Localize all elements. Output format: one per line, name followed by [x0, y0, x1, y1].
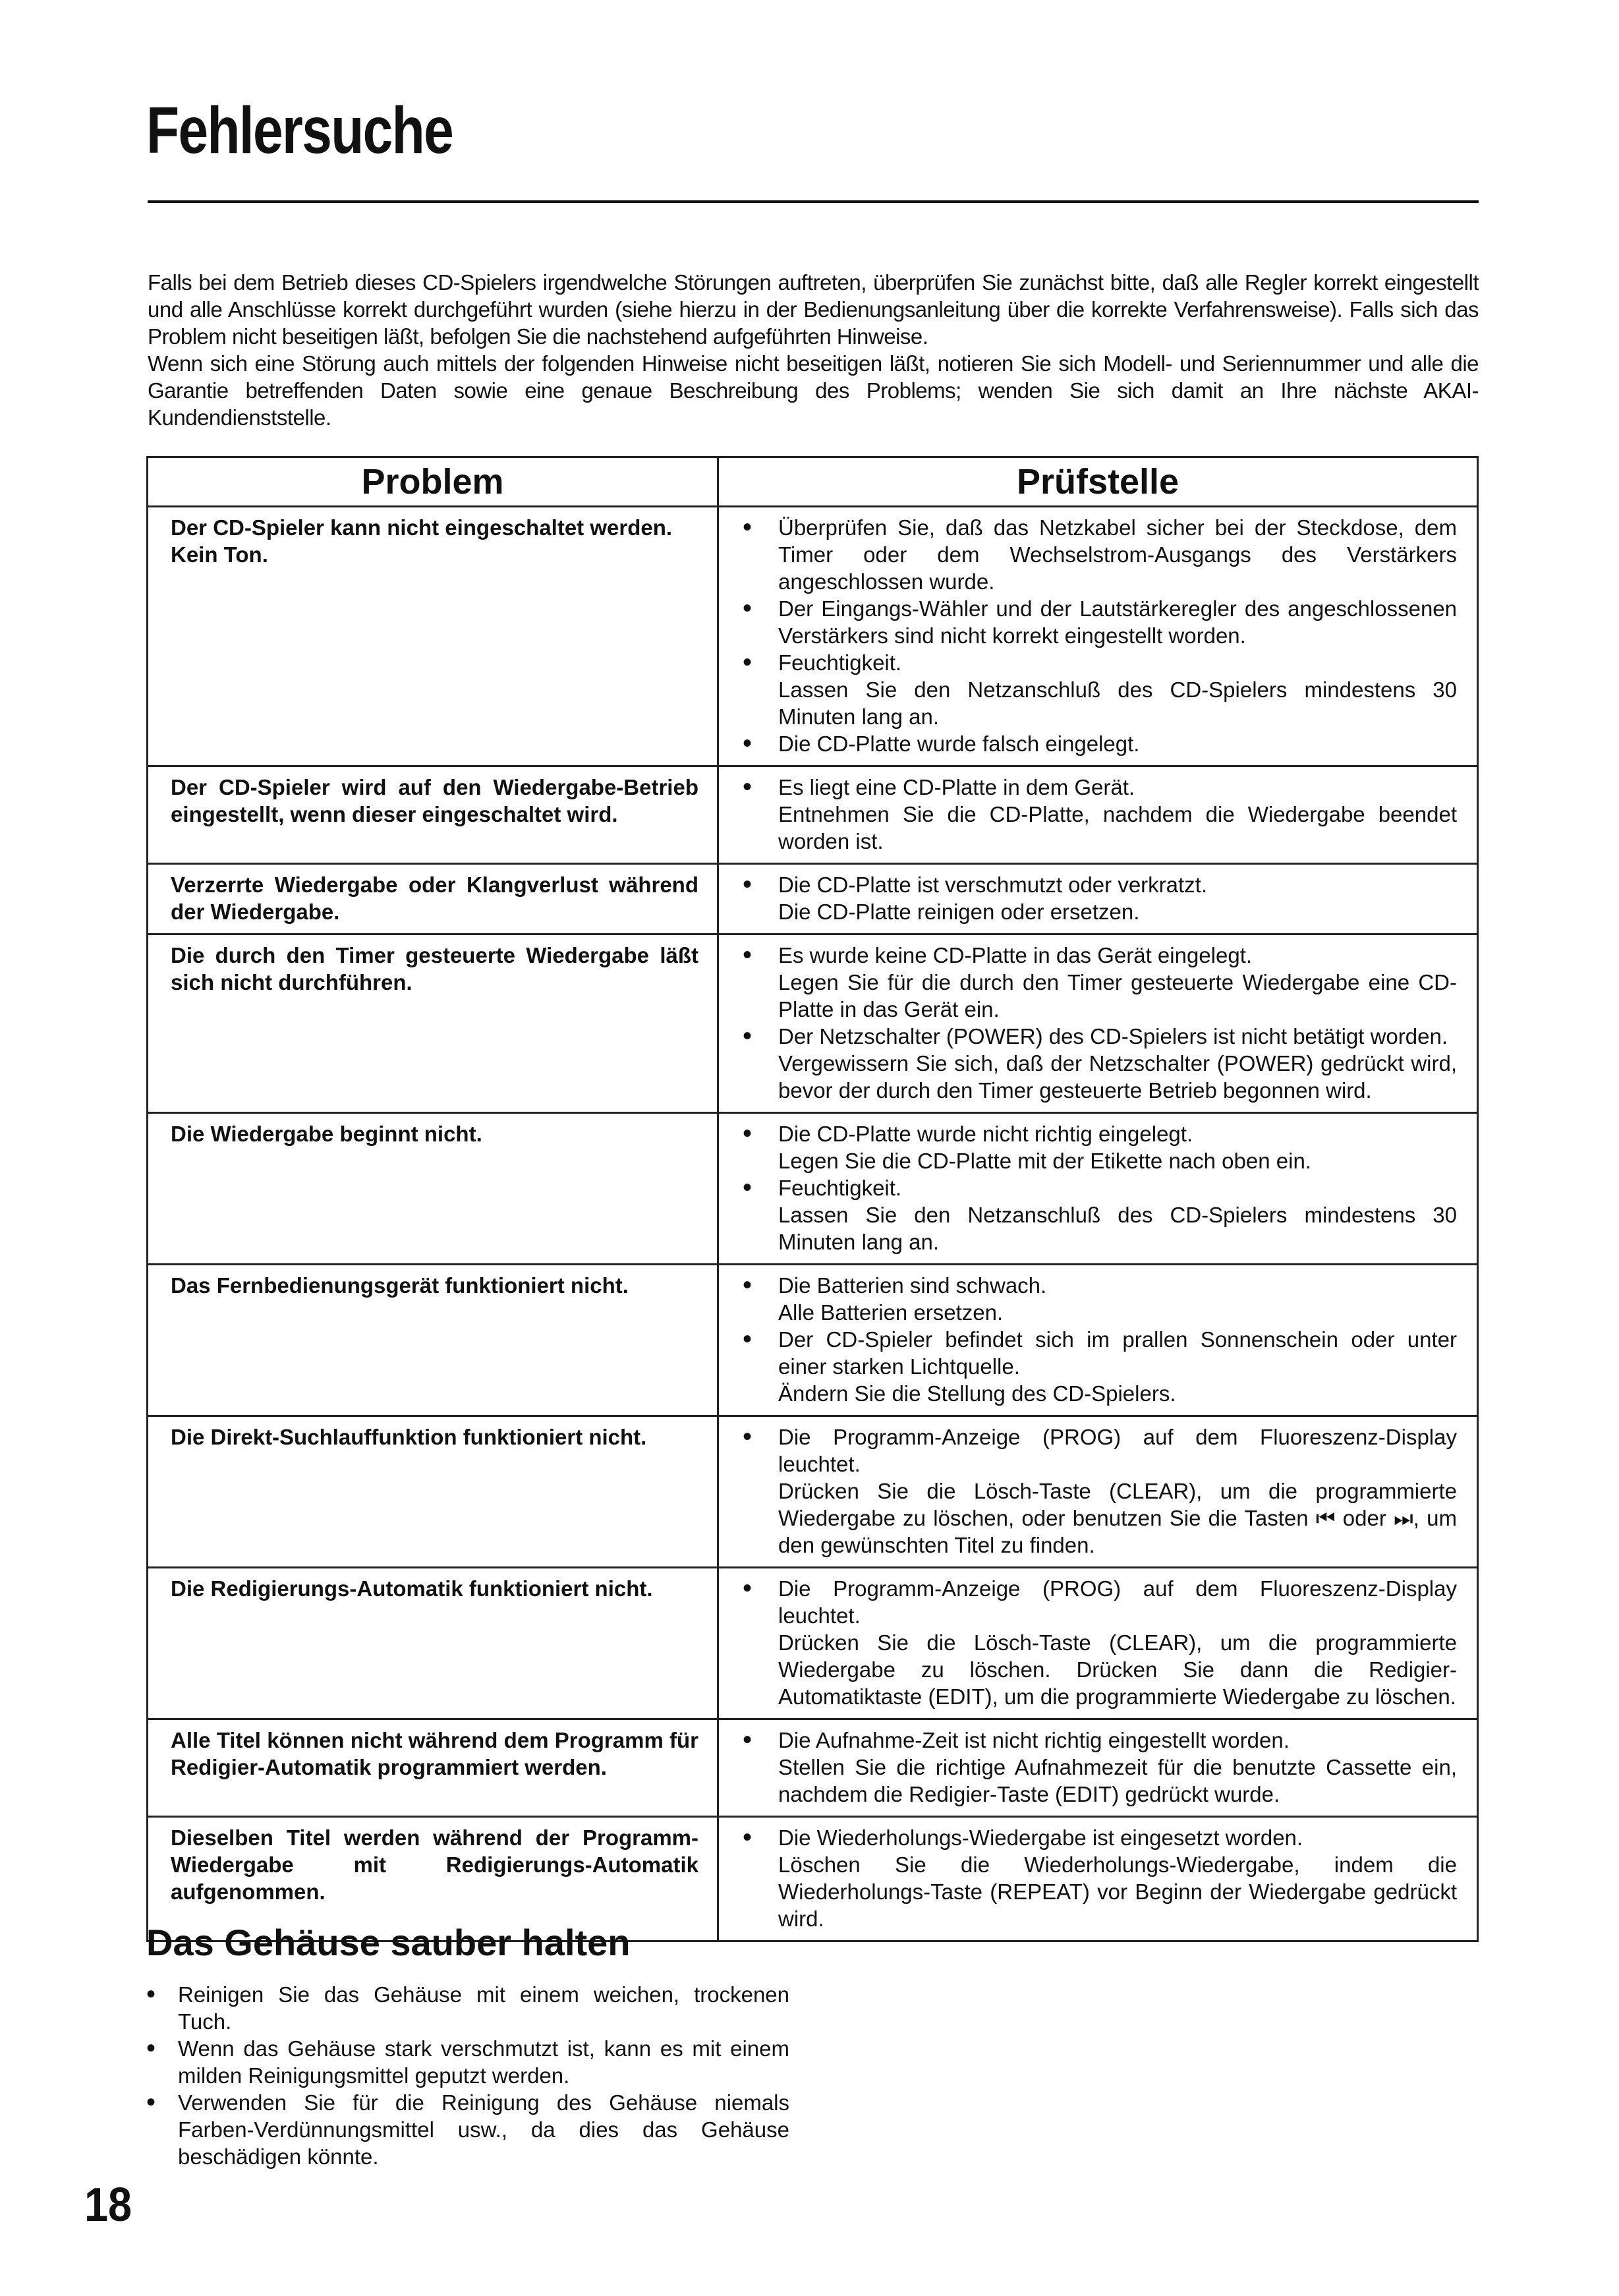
check-item [736, 1824, 1457, 1932]
problem-cell [148, 766, 718, 864]
check-cell [718, 1416, 1478, 1568]
check-item [736, 1272, 1457, 1326]
check-text: Die Programm-Anzeige (PROG) auf dem Fluoreszenz-Display leuchtet. [778, 1425, 1457, 1476]
problem-text: Die durch den Timer gesteuerte Wiedergabe läßt sich nicht durchführen. [171, 943, 698, 994]
problem-cell [148, 1113, 718, 1265]
check-cell [718, 1265, 1478, 1416]
check-list [736, 514, 1457, 757]
check-list [736, 1120, 1457, 1255]
check-text: Feuchtigkeit. [778, 1176, 902, 1200]
check-text: Der Netzschalter (POWER) des CD-Spielers ist nicht betätigt worden. [778, 1024, 1448, 1048]
check-item [736, 942, 1457, 1023]
table-row [148, 1113, 1478, 1265]
problem-cell [148, 1265, 718, 1416]
check-remedy: Alle Batterien ersetzen. [778, 1300, 1004, 1325]
intro-text [148, 269, 1479, 431]
problem-cell [148, 934, 718, 1113]
check-remedy: Löschen Sie die Wiederholungs-Wiedergabe, indem die Wiederholungs-Taste (REPEAT) vor Beginn der Wiedergabe gedrückt wird. [778, 1852, 1457, 1931]
intro-paragraph: Wenn sich eine Störung auch mittels der folgenden Hinweise nicht beseitigen läßt, notieren Sie sich Modell- und Seriennummer und alle die Garantie betreffenden Daten sowie eine genaue Beschreibung des Problems; wenden Sie sich damit an Ihre nächste AKAI-Kundendienststelle. [148, 351, 1479, 430]
check-remedy: Stellen Sie die richtige Aufnahmezeit für die benutzte Cassette ein, nachdem die Redigier-Taste (EDIT) gedrückt wurde. [778, 1755, 1457, 1806]
check-remedy: Entnehmen Sie die CD-Platte, nachdem die Wiedergabe beendet worden ist. [778, 802, 1457, 853]
check-list [736, 1727, 1457, 1808]
page-number: 18 [84, 2179, 132, 2231]
check-remedy: Vergewissern Sie sich, daß der Netzschalter (POWER) gedrückt wird, bevor der durch den Timer gesteuerte Betrieb begonnen wird. [778, 1051, 1457, 1103]
check-list [736, 1272, 1457, 1407]
problem-text: Das Fernbedienungsgerät funktioniert nicht. [171, 1273, 629, 1298]
check-text: Feuchtigkeit. [778, 650, 902, 675]
check-cell [718, 864, 1478, 934]
intro-paragraph: Falls bei dem Betrieb dieses CD-Spielers irgendwelche Störungen auftreten, überprüfen Sie zunächst bitte, daß alle Regler korrekt eingestellt und alle Anschlüsse korrekt durchgeführt wurden (siehe hierzu in der Bedienungsanleitung über die korrekte Verfahrensweise). Falls sich das Problem nicht beseitigen läßt, befolgen Sie die nachstehend aufgeführten Hinweise. [148, 270, 1479, 349]
table-header-row [148, 457, 1478, 507]
check-text: Die Batterien sind schwach. [778, 1273, 1047, 1298]
care-section-title: Das Gehäuse sauber halten [146, 1922, 631, 1963]
check-list [736, 1575, 1457, 1710]
check-item [736, 1423, 1457, 1559]
check-remedy: Die CD-Platte reinigen oder ersetzen. [778, 900, 1140, 924]
check-item [736, 1575, 1457, 1710]
problem-text: Alle Titel können nicht während dem Programm für Redigier-Automatik programmiert werden. [171, 1728, 698, 1779]
check-item [736, 871, 1457, 925]
check-list [736, 871, 1457, 925]
check-remedy: Ändern Sie die Stellung des CD-Spielers. [778, 1381, 1176, 1406]
check-text: Die CD-Platte wurde falsch eingelegt. [778, 732, 1140, 756]
check-item [736, 595, 1457, 649]
column-header-problem: Problem [148, 457, 718, 507]
check-item [736, 649, 1457, 730]
check-text: Überprüfen Sie, daß das Netzkabel sicher bei der Steckdose, dem Timer oder dem Wechselstrom-Ausgangs des Verstärkers angeschlossen wurde. [778, 515, 1457, 594]
problem-text: Die Wiedergabe beginnt nicht. [171, 1122, 482, 1146]
table-row [148, 864, 1478, 934]
check-text: Die CD-Platte wurde nicht richtig eingelegt. [778, 1122, 1193, 1146]
check-text: Die CD-Platte ist verschmutzt oder verkratzt. [778, 873, 1208, 897]
problem-text: Der CD-Spieler wird auf den Wiedergabe-Betrieb eingestellt, wenn dieser eingeschaltet wird. [171, 775, 698, 826]
check-text: Der Eingangs-Wähler und der Lautstärkeregler des angeschlossenen Verstärkers sind nicht korrekt eingestellt worden. [778, 596, 1457, 648]
check-cell [718, 1113, 1478, 1265]
check-text: Es liegt eine CD-Platte in dem Gerät. [778, 775, 1135, 799]
check-cell [718, 766, 1478, 864]
check-cell [718, 1719, 1478, 1817]
check-cell [718, 1817, 1478, 1941]
check-remedy: Lassen Sie den Netzanschluß des CD-Spielers mindestens 30 Minuten lang an. [778, 1203, 1457, 1254]
problem-cell [148, 864, 718, 934]
problem-cell [148, 1719, 718, 1817]
problem-cell [148, 1568, 718, 1719]
check-remedy: Legen Sie für die durch den Timer gesteuerte Wiedergabe eine CD-Platte in das Gerät ein. [778, 970, 1457, 1021]
table-row [148, 934, 1478, 1113]
care-item: • Reinigen Sie das Gehäuse mit einem weichen, trockenen Tuch. [146, 1981, 789, 2035]
check-remedy: Drücken Sie die Lösch-Taste (CLEAR), um die programmierte Wiedergabe zu löschen, oder benutzen Sie die Tasten ⏮ oder ⏭, um den gewünschten Titel zu finden. [778, 1479, 1457, 1557]
check-text: Es wurde keine CD-Platte in das Gerät eingelegt. [778, 943, 1253, 967]
column-header-check: Prüfstelle [718, 457, 1478, 507]
check-list [736, 774, 1457, 855]
check-remedy: Legen Sie die CD-Platte mit der Etikette nach oben ein. [778, 1149, 1311, 1173]
check-text: Die Programm-Anzeige (PROG) auf dem Fluoreszenz-Display leuchtet. [778, 1576, 1457, 1628]
table-row [148, 1568, 1478, 1719]
check-item [736, 514, 1457, 595]
check-remedy: Drücken Sie die Lösch-Taste (CLEAR), um die programmierte Wiedergabe zu löschen. Drücken Sie dann die Redigier-Automatiktaste (EDIT), um die programmierte Wiedergabe zu löschen. [778, 1630, 1457, 1709]
check-cell [718, 507, 1478, 766]
check-list [736, 1423, 1457, 1559]
table-row [148, 766, 1478, 864]
check-text: Der CD-Spieler befindet sich im prallen Sonnenschein oder unter einer starken Lichtquelle. [778, 1327, 1457, 1379]
problem-text: Der CD-Spieler kann nicht eingeschaltet werden. Kein Ton. [171, 515, 673, 567]
check-item [736, 774, 1457, 855]
care-list [146, 1981, 789, 2170]
check-item [736, 1326, 1457, 1407]
problem-text: Die Redigierungs-Automatik funktioniert nicht. [171, 1576, 653, 1601]
title-divider [148, 200, 1479, 203]
check-item [736, 1023, 1457, 1104]
check-item [736, 1120, 1457, 1174]
check-item [736, 1174, 1457, 1255]
check-remedy: Lassen Sie den Netzanschluß des CD-Spielers mindestens 30 Minuten lang an. [778, 677, 1457, 729]
problem-cell [148, 1416, 718, 1568]
check-text: Die Wiederholungs-Wiedergabe ist eingesetzt worden. [778, 1825, 1303, 1850]
check-cell [718, 1568, 1478, 1719]
troubleshooting-table [146, 456, 1479, 1942]
care-item: • Verwenden Sie für die Reinigung des Gehäuse niemals Farben-Verdünnungsmittel usw., da dies das Gehäuse beschädigen könnte. [146, 2089, 789, 2170]
check-list [736, 942, 1457, 1104]
check-list [736, 1824, 1457, 1932]
page-title: Fehlersuche [146, 94, 453, 167]
table-body [148, 507, 1478, 1941]
table-row [148, 1719, 1478, 1817]
check-text: Die Aufnahme-Zeit ist nicht richtig eingestellt worden. [778, 1728, 1290, 1752]
problem-text: Verzerrte Wiedergabe oder Klangverlust während der Wiedergabe. [171, 873, 698, 924]
problem-text: Die Direkt-Suchlauffunktion funktioniert nicht. [171, 1425, 647, 1449]
problem-text: Dieselben Titel werden während der Programm-Wiedergabe mit Redigierungs-Automatik aufgenommen. [171, 1825, 698, 1904]
table-row [148, 507, 1478, 766]
check-item [736, 1727, 1457, 1808]
table-row [148, 1416, 1478, 1568]
care-item: • Wenn das Gehäuse stark verschmutzt ist, kann es mit einem milden Reinigungsmittel geputzt werden. [146, 2035, 789, 2089]
check-cell [718, 934, 1478, 1113]
check-item [736, 730, 1457, 757]
problem-cell [148, 507, 718, 766]
table-row [148, 1265, 1478, 1416]
